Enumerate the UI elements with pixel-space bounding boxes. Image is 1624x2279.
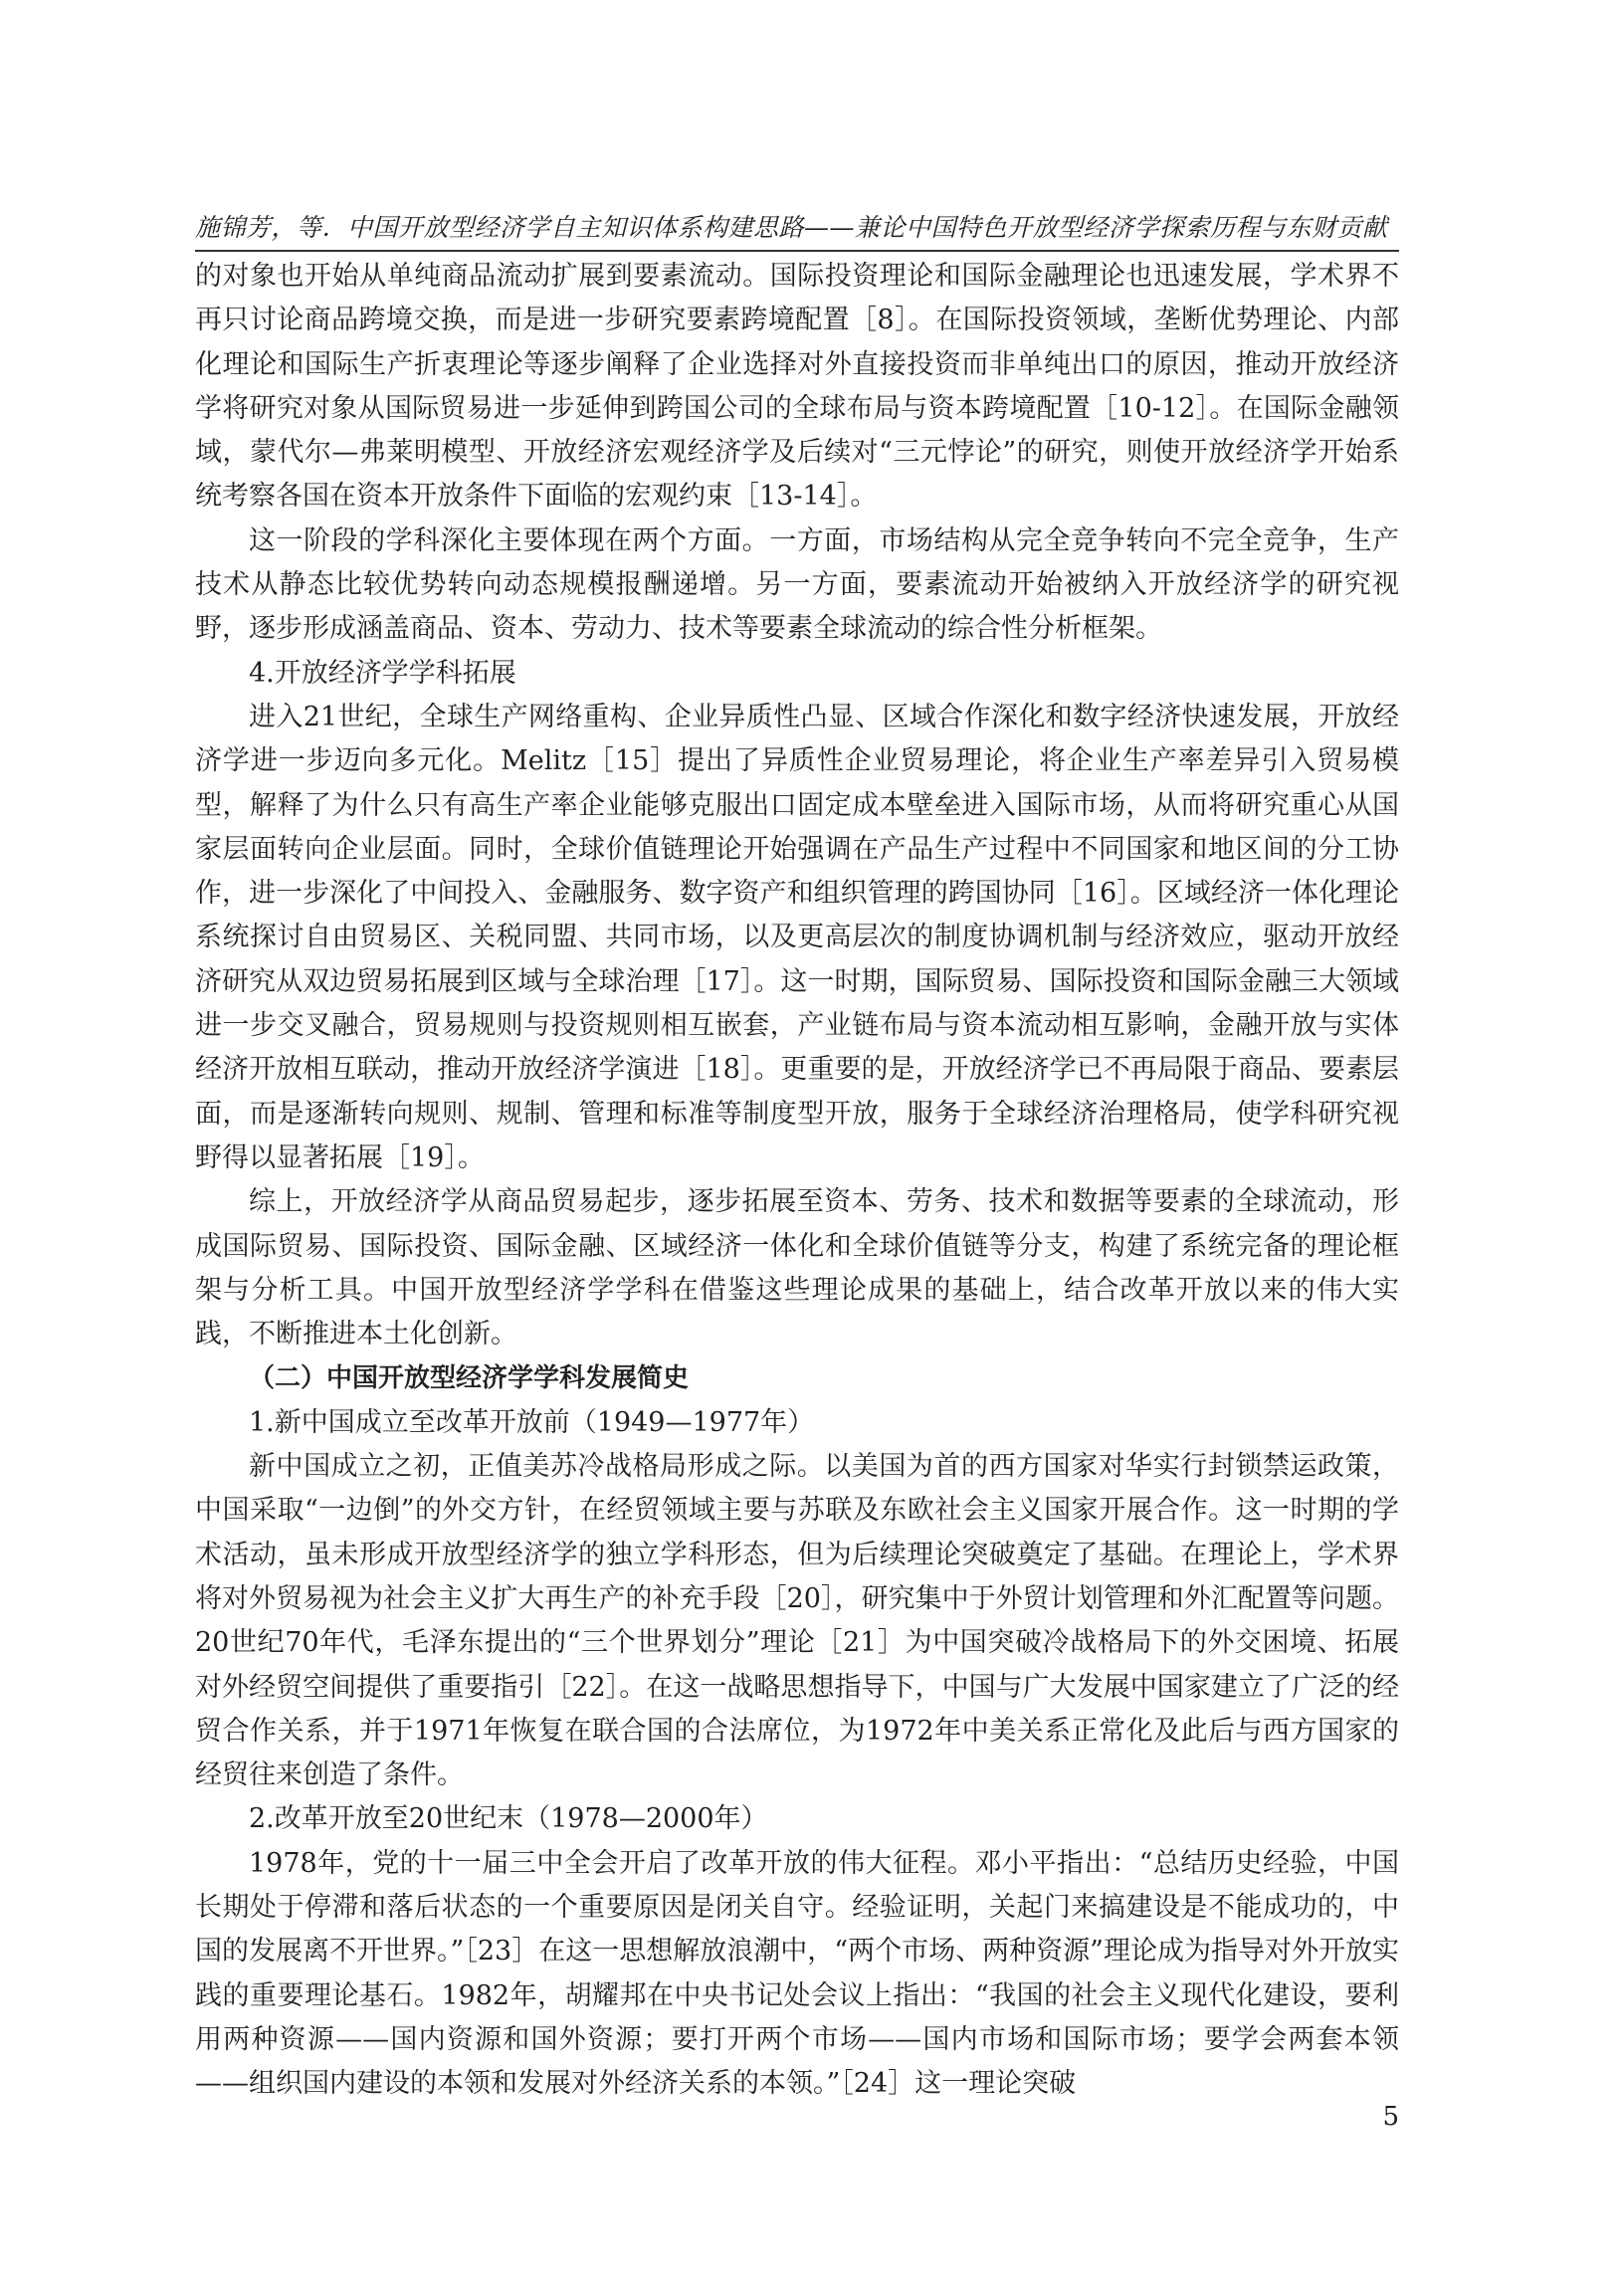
subsection-heading-4: 4.开放经济学学科拓展	[249, 657, 516, 689]
paragraph-continuation: 的对象也开始从单纯商品流动扩展到要素流动。国际投资理论和国际金融理论也迅速发展，学术界不再只讨论商品跨境交换，而是进一步研究要素跨境配置［8］。在国际投资领域，垄断优势理论、内部化理论和国际生产折衷理论等逐步阐释了企业选择对外直接投资而非单纯出口的原因，推动开放经济学将研究对象从国际贸易进一步延伸到跨国公司的全球布局与资本跨境配置［10-12］。在国际金融领域，蒙代尔—弗莱明模型、开放经济宏观经济学及后续对“三元悖论”的研究，则使开放经济学开始系统考察各国在资本开放条件下面临的宏观约束［13-14］。	[195, 261, 1399, 513]
subsection-heading-1: 1.新中国成立至改革开放前（1949—1977年）	[249, 1406, 815, 1438]
paragraph-deepening: 这一阶段的学科深化主要体现在两个方面。一方面，市场结构从完全竞争转向不完全竞争，生产技术从静态比较优势转向动态规模报酬递增。另一方面，要素流动开始被纳入开放经济学的研究视野，逐步形成涵盖商品、资本、劳动力、技术等要素全球流动的综合性分析框架。	[195, 524, 1399, 645]
section-heading: （二）中国开放型经济学学科发展简史	[249, 1363, 690, 1394]
page-number: 5	[1382, 2102, 1399, 2132]
paragraph-1949: 新中国成立之初，正值美苏冷战格局形成之际。以美国为首的西方国家对华实行封锁禁运政策，中国采取“一边倒”的外交方针，在经贸领域主要与苏联及东欧社会主义国家开展合作。这一时期的学术活动，虽未形成开放型经济学的独立学科形态，但为后续理论突破奠定了基础。在理论上，学术界将对外贸易视为社会主义扩大再生产的补充手段［20］，研究集中于外贸计划管理和外汇配置等问题。20世纪70年代，毛泽东提出的“三个世界划分”理论［21］为中国突破冷战格局下的外交困境、拓展对外经贸空间提供了重要指引［22］。在这一战略思想指导下，中国与广大发展中国家建立了广泛的经贸合作关系，并于1971年恢复在联合国的合法席位，为1972年中美关系正常化及此后与西方国家的经贸往来创造了条件。	[195, 1451, 1399, 1791]
article-body	[195, 255, 1399, 2106]
paragraph-21st-century: 进入21世纪，全球生产网络重构、企业异质性凸显、区域合作深化和数字经济快速发展，开放经济学进一步迈向多元化。Melitz［15］提出了异质性企业贸易理论，将企业生产率差异引入贸易模型，解释了为什么只有高生产率企业能够克服出口固定成本壁垒进入国际市场，从而将研究重心从国家层面转向企业层面。同时，全球价值链理论开始强调在产品生产过程中不同国家和地区间的分工协作，进一步深化了中间投入、金融服务、数字资产和组织管理的跨国协同［16］。区域经济一体化理论系统探讨自由贸易区、关税同盟、共同市场，以及更高层次的制度协调机制与经济效应，驱动开放经济研究从双边贸易拓展到区域与全球治理［17］。这一时期，国际贸易、国际投资和国际金融三大领域进一步交叉融合，贸易规则与投资规则相互嵌套，产业链布局与资本流动相互影响，金融开放与实体经济开放相互联动，推动开放经济学演进［18］。更重要的是，开放经济学已不再局限于商品、要素层面，而是逐渐转向规则、规制、管理和标准等制度型开放，服务于全球经济治理格局，使学科研究视野得以显著拓展［19］。	[195, 701, 1399, 1173]
paragraph-1978: 1978年，党的十一届三中全会开启了改革开放的伟大征程。邓小平指出：“总结历史经验，中国长期处于停滞和落后状态的一个重要原因是闭关自守。经验证明，关起门来搞建设是不能成功的，中国的发展离不开世界。”［23］在这一思想解放浪潮中，“两个市场、两种资源”理论成为指导对外开放实践的重要理论基石。1982年，胡耀邦在中央书记处会议上指出：“我国的社会主义现代化建设，要利用两种资源——国内资源和国外资源；要打开两个市场——国内市场和国际市场；要学会两套本领——组织国内建设的本领和发展对外经济关系的本领。”［24］这一理论突破	[195, 1847, 1399, 2100]
paragraph-summary: 综上，开放经济学从商品贸易起步，逐步拓展至资本、劳务、技术和数据等要素的全球流动，形成国际贸易、国际投资、国际金融、区域经济一体化和全球价值链等分支，构建了系统完备的理论框架与分析工具。中国开放型经济学学科在借鉴这些理论成果的基础上，结合改革开放以来的伟大实践，不断推进本土化创新。	[195, 1186, 1399, 1350]
header-rule	[195, 250, 1399, 252]
subsection-heading-2: 2.改革开放至20世纪末（1978—2000年）	[249, 1803, 768, 1835]
running-header: 施锦芳，等．中国开放型经济学自主知识体系构建思路——兼论中国特色开放型经济学探索历程与东财贡献	[195, 213, 1388, 242]
